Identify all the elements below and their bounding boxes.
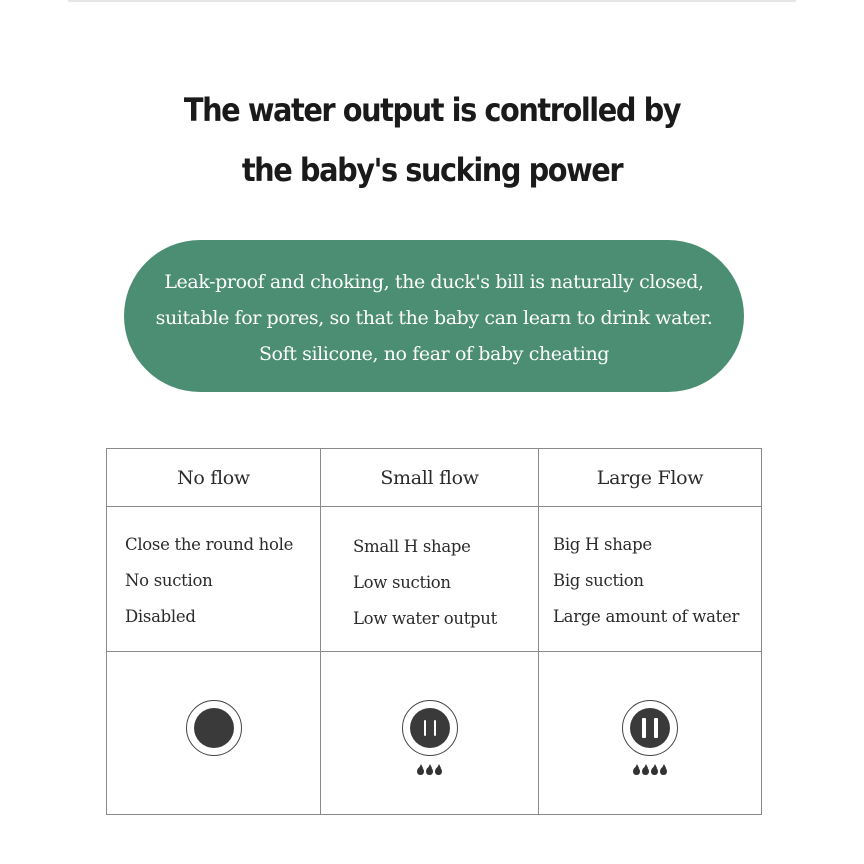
table-icon-row (107, 652, 762, 815)
desc-line: Close the round hole (125, 535, 294, 554)
desc-line: No suction (125, 571, 213, 590)
closed-hole-icon (186, 700, 242, 756)
water-drops-icon (321, 760, 538, 779)
header-small-flow: Small flow (321, 449, 539, 507)
banner-line-3: Soft silicone, no fear of baby cheating (258, 343, 610, 365)
small-h-hole-icon (402, 700, 458, 756)
page-title (43, 80, 821, 200)
desc-small-flow (321, 507, 539, 652)
desc-line: Small H shape (353, 537, 471, 556)
desc-no-flow (107, 507, 321, 652)
desc-line: Disabled (125, 607, 196, 626)
feature-banner (124, 240, 744, 392)
icon-cell-large-flow (539, 652, 762, 815)
desc-line: Big suction (553, 571, 644, 590)
header-large-flow: Large Flow (539, 449, 762, 507)
banner-line-1: Leak-proof and choking, the duck's bill is naturally closed, (164, 271, 704, 293)
table-description-row (107, 507, 762, 652)
big-h-hole-icon (622, 700, 678, 756)
banner-line-2: suitable for pores, so that the baby can learn to drink water. (155, 307, 713, 329)
top-divider (68, 0, 796, 2)
icon-cell-small-flow (321, 652, 539, 815)
water-drops-icon (539, 760, 761, 779)
title-line-2: the baby's sucking power (241, 151, 623, 189)
flow-comparison-table (106, 448, 762, 815)
desc-line: Big H shape (553, 535, 652, 554)
desc-line: Large amount of water (553, 607, 740, 626)
icon-cell-no-flow (107, 652, 321, 815)
table-header-row (107, 449, 762, 507)
desc-line: Low water output (353, 609, 497, 628)
header-no-flow: No flow (107, 449, 321, 507)
title-line-1: The water output is controlled by (183, 91, 681, 129)
desc-line: Low suction (353, 573, 451, 592)
desc-large-flow (539, 507, 762, 652)
